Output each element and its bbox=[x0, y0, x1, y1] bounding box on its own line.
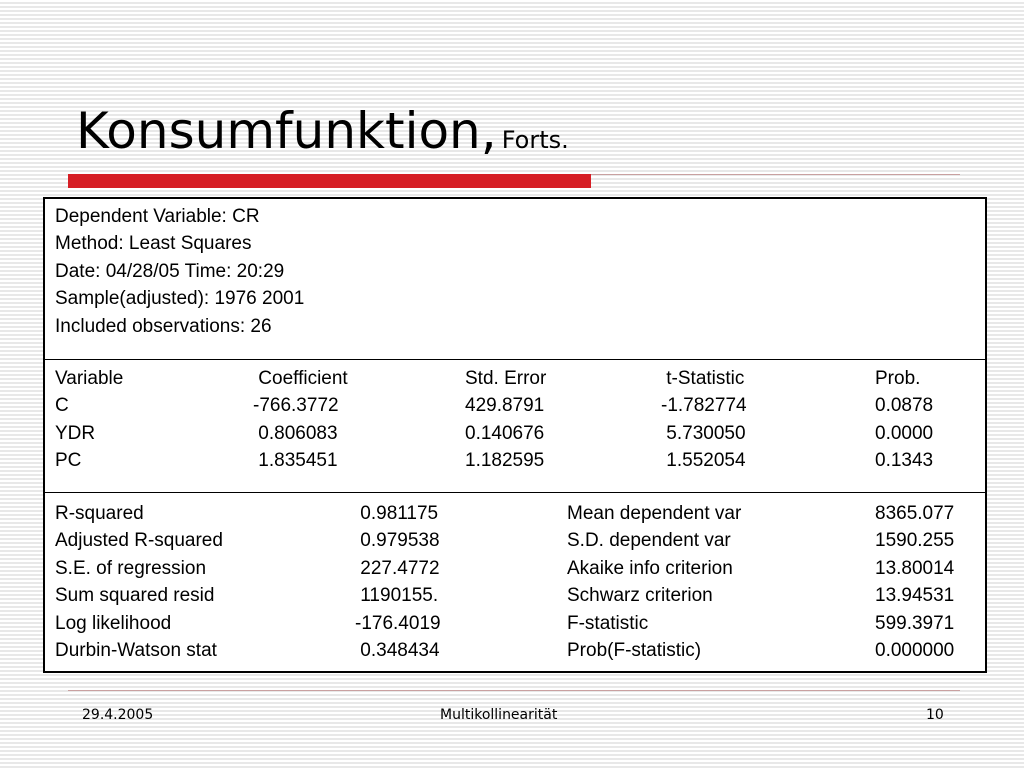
stat-label: S.E. of regression bbox=[55, 557, 207, 579]
column-header-variable: Variable bbox=[55, 368, 124, 389]
stat-label: R-squared bbox=[55, 503, 144, 524]
stat-row bbox=[45, 527, 985, 554]
t-statistic-value: -1.782774 bbox=[661, 395, 747, 417]
stat-value: 13.94531 bbox=[875, 585, 955, 607]
stat-label: Log likelihood bbox=[55, 612, 172, 634]
variable-name: PC bbox=[55, 450, 82, 472]
page-number: 10 bbox=[926, 707, 944, 723]
coefficient-table bbox=[45, 359, 985, 493]
coefficient-value: -766.3772 bbox=[253, 395, 339, 417]
column-header-std-error: Std. Error bbox=[465, 368, 547, 389]
std-error-value: 0.140676 bbox=[465, 422, 545, 444]
footer-topic: Multikollinearität bbox=[440, 707, 558, 723]
summary-statistics bbox=[45, 500, 985, 664]
stat-label: Mean dependent var bbox=[567, 503, 742, 524]
stat-value: 1590.255 bbox=[875, 530, 955, 552]
stat-label: Sum squared resid bbox=[55, 585, 215, 607]
title-divider-line bbox=[591, 174, 960, 175]
footer-divider-line bbox=[68, 690, 960, 691]
variable-name: YDR bbox=[55, 422, 96, 444]
title-accent-bar bbox=[68, 174, 591, 188]
t-statistic-value: 1.552054 bbox=[661, 450, 746, 472]
dependent-variable-line: Dependent Variable: CR bbox=[55, 206, 260, 227]
stat-value: 1190155. bbox=[355, 585, 439, 607]
regression-header bbox=[45, 203, 985, 360]
prob-value: 0.0878 bbox=[875, 395, 934, 417]
stat-label: Adjusted R-squared bbox=[55, 530, 223, 552]
sample-line: Sample(adjusted): 1976 2001 bbox=[55, 288, 305, 310]
table-row bbox=[45, 447, 985, 474]
stat-value: 13.80014 bbox=[875, 557, 955, 579]
table-row bbox=[45, 392, 985, 419]
coefficient-table-header bbox=[45, 365, 985, 392]
column-header-coefficient: Coefficient bbox=[253, 368, 348, 389]
method-line: Method: Least Squares bbox=[55, 233, 252, 255]
stat-row bbox=[45, 500, 985, 527]
prob-value: 0.1343 bbox=[875, 450, 934, 472]
stat-row bbox=[45, 582, 985, 609]
stat-value: 227.4772 bbox=[355, 557, 440, 579]
regression-output bbox=[43, 197, 987, 673]
observations-line: Included observations: 26 bbox=[55, 315, 272, 337]
std-error-value: 429.8791 bbox=[465, 395, 545, 417]
footer-date: 29.4.2005 bbox=[82, 707, 154, 723]
stat-row bbox=[45, 637, 985, 664]
stat-label: Akaike info criterion bbox=[567, 557, 733, 579]
stat-row bbox=[45, 610, 985, 637]
stat-value: 0.000000 bbox=[875, 639, 955, 661]
stat-value: 599.3971 bbox=[875, 612, 955, 634]
t-statistic-value: 5.730050 bbox=[661, 422, 746, 444]
coefficient-value: 1.835451 bbox=[253, 450, 338, 472]
stat-value: 8365.077 bbox=[875, 503, 955, 524]
stat-value: 0.981175 bbox=[355, 503, 439, 524]
stat-label: F-statistic bbox=[567, 612, 649, 634]
slide-title-sub: Forts. bbox=[501, 126, 569, 154]
std-error-value: 1.182595 bbox=[465, 450, 545, 472]
slide-title-main: Konsumfunktion, bbox=[76, 102, 497, 160]
column-header-t-statistic: t-Statistic bbox=[661, 368, 745, 389]
date-time-line: Date: 04/28/05 Time: 20:29 bbox=[55, 260, 285, 282]
stat-value: 0.348434 bbox=[355, 639, 440, 661]
column-header-prob: Prob. bbox=[875, 368, 921, 389]
table-row bbox=[45, 420, 985, 447]
stat-label: Durbin-Watson stat bbox=[55, 639, 217, 661]
prob-value: 0.0000 bbox=[875, 422, 934, 444]
stat-row bbox=[45, 555, 985, 582]
coefficient-value: 0.806083 bbox=[253, 422, 338, 444]
slide-title bbox=[76, 102, 569, 160]
variable-name: C bbox=[55, 395, 69, 417]
stat-value: -176.4019 bbox=[355, 612, 441, 634]
stat-label: S.D. dependent var bbox=[567, 530, 731, 552]
stat-label: Schwarz criterion bbox=[567, 585, 713, 607]
stat-label: Prob(F-statistic) bbox=[567, 639, 702, 661]
stat-value: 0.979538 bbox=[355, 530, 440, 552]
